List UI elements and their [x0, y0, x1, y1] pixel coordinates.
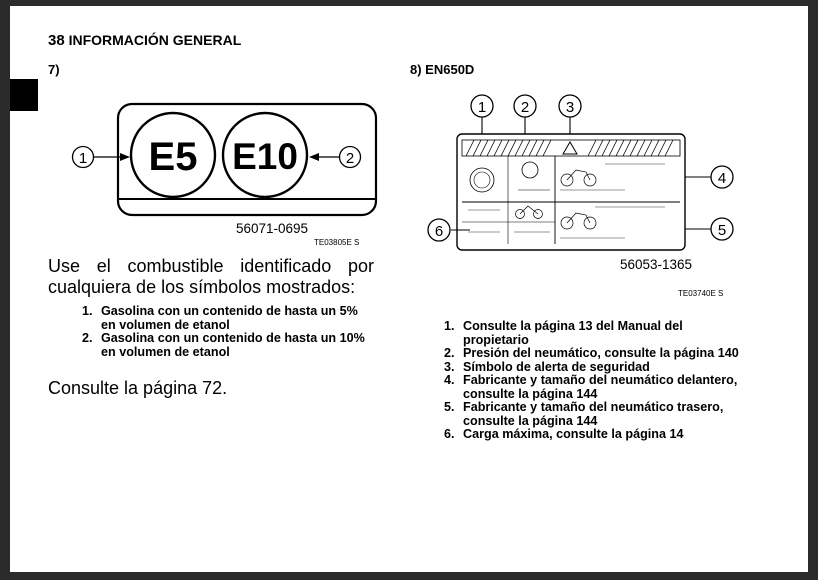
callout-6-label: 6 — [434, 223, 444, 240]
callout-2-label: 2 — [345, 150, 355, 167]
e5-badge-text: E5 — [148, 135, 198, 179]
tire-pressure-icon — [522, 162, 538, 178]
tire-label-list — [444, 320, 739, 442]
callout-3-label: 3 — [565, 99, 575, 116]
callout-1-label: 1 — [477, 99, 487, 116]
manual-page — [10, 6, 808, 572]
callout-2-label: 2 — [520, 99, 530, 116]
section-label-8: 8) EN650D — [410, 62, 475, 77]
tire-label-figure — [410, 90, 740, 300]
section-tab-marker — [10, 79, 38, 111]
tire-label-ref-code: TE03740E S — [678, 289, 724, 298]
list-item: 3. Símbolo de alerta de seguridad — [444, 359, 650, 374]
list-item: 5. Fabricante y tamaño del neumático trasero, consulte la página 144 — [444, 400, 724, 428]
list-item: 6. Carga máxima, consulte la página 14 — [444, 427, 684, 441]
tire-label-part-number: 56053-1365 — [620, 257, 693, 272]
page-number: 38 — [48, 32, 65, 49]
fuel-label-figure — [56, 99, 386, 249]
callout-4-label: 4 — [717, 170, 727, 187]
list-item: 1. Gasolina con un contenido de hasta un 5% en volumen de etanol — [82, 304, 358, 332]
callout-5-label: 5 — [717, 222, 727, 239]
fuel-instructions: Use el combustible identificado por cualquiera de los símbolos mostrados: — [48, 256, 374, 297]
manual-book-icon — [470, 168, 494, 192]
page-header — [48, 32, 241, 49]
fuel-list — [82, 305, 372, 359]
list-item: 1. Consulte la página 13 del Manual del propietario — [444, 319, 683, 347]
list-item: 4. Fabricante y tamaño del neumático delantero, consulte la página 144 — [444, 373, 738, 401]
fuel-label-ref-code: TE03805E S — [314, 238, 360, 247]
page-title: INFORMACIÓN GENERAL — [68, 32, 242, 48]
list-item: 2. Gasolina con un contenido de hasta un 10% en volumen de etanol — [82, 331, 365, 359]
list-item: 2. Presión del neumático, consulte la página 140 — [444, 346, 739, 360]
see-page-reference: Consulte la página 72. — [48, 378, 228, 398]
fuel-label-part-number: 56071-0695 — [236, 221, 309, 236]
e10-badge-text: E10 — [232, 136, 298, 177]
section-label-7: 7) — [48, 62, 60, 77]
callout-1-label: 1 — [78, 150, 88, 167]
